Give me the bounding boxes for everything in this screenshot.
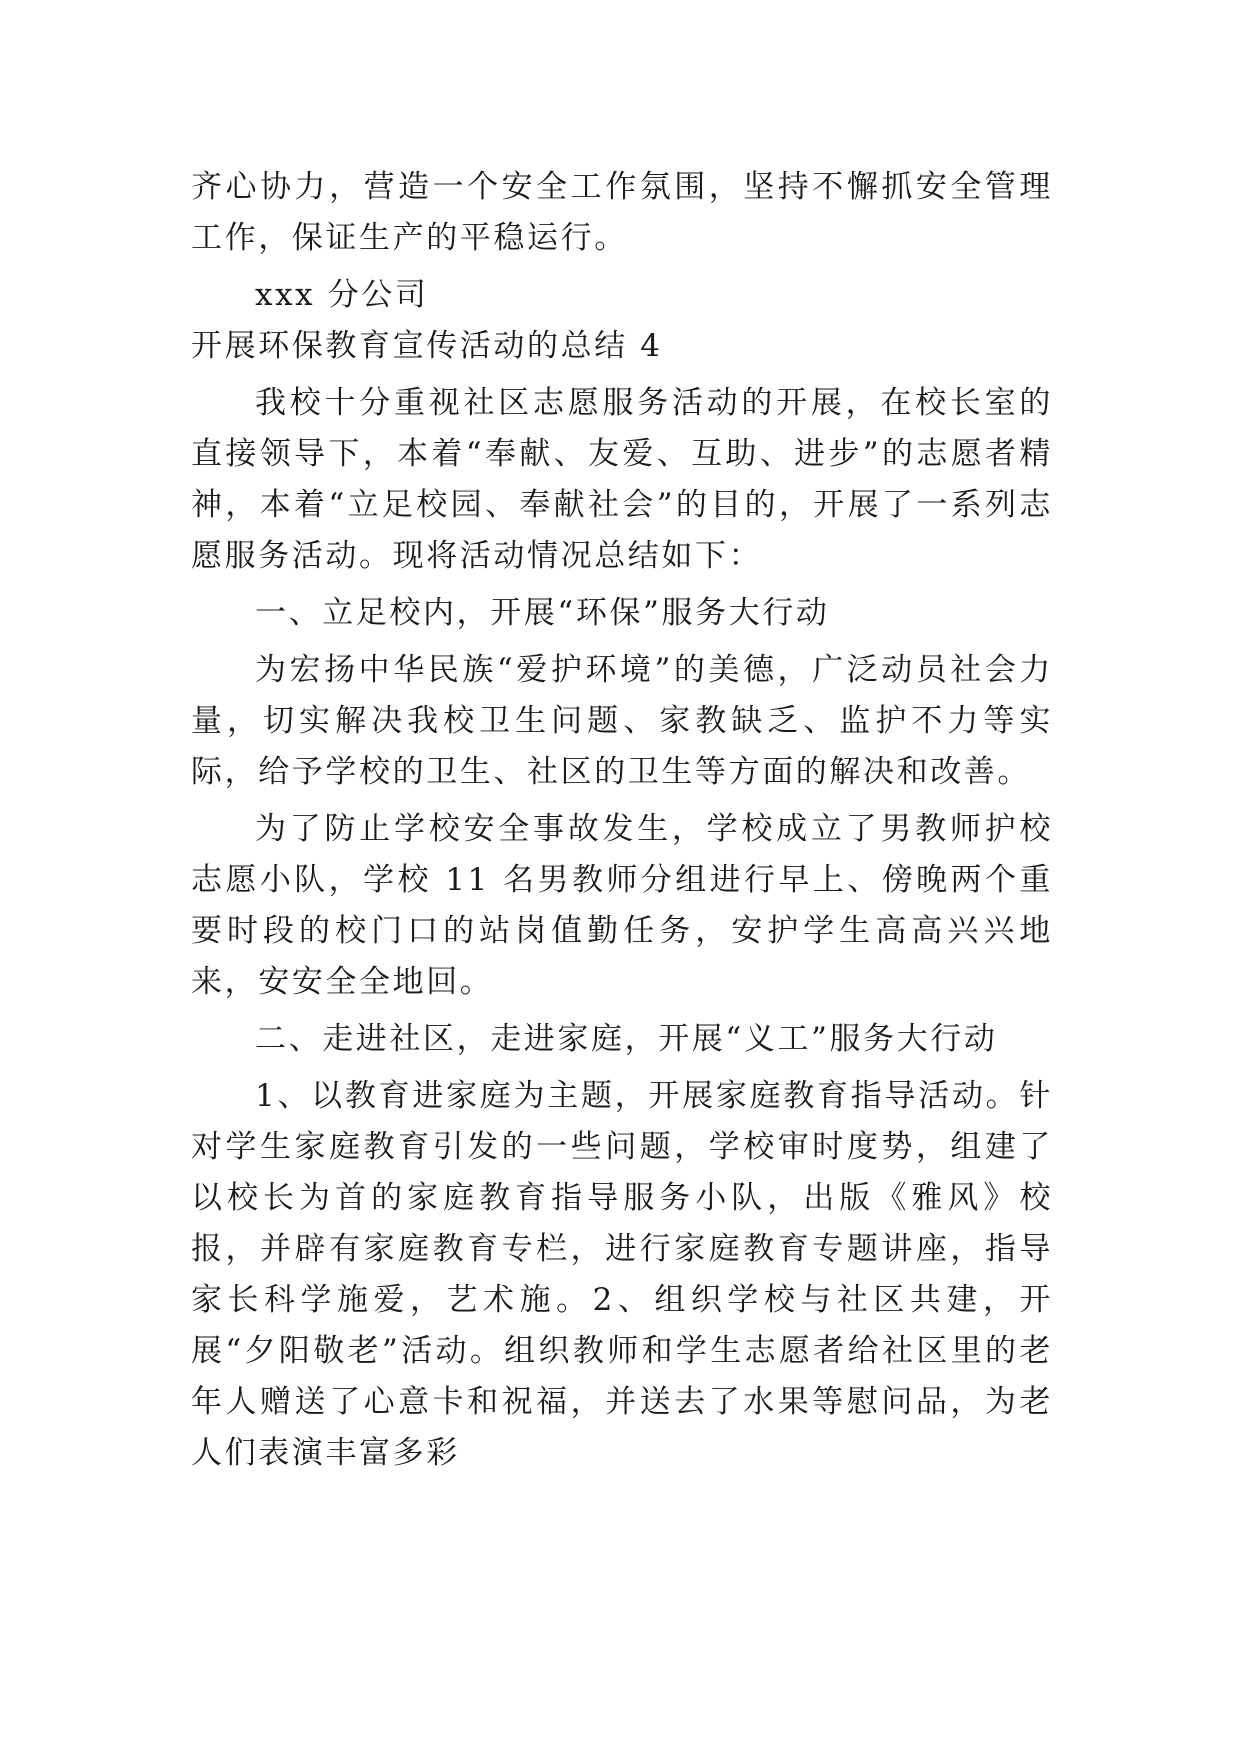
paragraph-intro: 我校十分重视社区志愿服务活动的开展，在校长室的直接领导下，本着“奉献、友爱、互助、进步”的志愿者精神，本着“立足校园、奉献社会”的目的，开展了一系列志愿服务活动。现将活动情况总结如下： xyxy=(191,385,1053,574)
paragraph-safety: 为了防止学校安全事故发生，学校成立了男教师护校志愿小队，学校 11 名男教师分组进行早上、傍晚两个重要时段的校门口的站岗值勤任务，安护学生高高兴兴地来，安安全全地回。 xyxy=(191,811,1053,1000)
paragraph-family-education: 1、以教育进家庭为主题，开展家庭教育指导活动。针对学生家庭教育引发的一些问题，学校审时度势，组建了以校长为首的家庭教育指导服务小队，出版《雅风》校报，并辟有家庭教育专栏，进行家庭教育专题讲座，指导家长科学施爱，艺术施。2、组织学校与社区共建，开展“夕阳敬老”活动。组织教师和学生志愿者给社区里的老年人赠送了心意卡和祝福，并送去了水果等慰问品，为老人们表演丰富多彩 xyxy=(191,1078,1053,1471)
signature-company: xxx 分公司 xyxy=(255,277,429,313)
document-body xyxy=(191,162,1053,1479)
paragraph-environment: 为宏扬中华民族“爱护环境”的美德，广泛动员社会力量，切实解决我校卫生问题、家教缺乏、监护不力等实际，给予学校的卫生、社区的卫生等方面的解决和改善。 xyxy=(191,652,1053,790)
section-title: 开展环保教育宣传活动的总结 4 xyxy=(191,328,663,364)
heading-part-one: 一、立足校内，开展“环保”服务大行动 xyxy=(255,595,830,631)
heading-part-two: 二、走进社区，走进家庭，开展“义工”服务大行动 xyxy=(255,1021,998,1057)
paragraph-continuation: 齐心协力，营造一个安全工作氛围，坚持不懈抓安全管理工作，保证生产的平稳运行。 xyxy=(191,169,1053,256)
